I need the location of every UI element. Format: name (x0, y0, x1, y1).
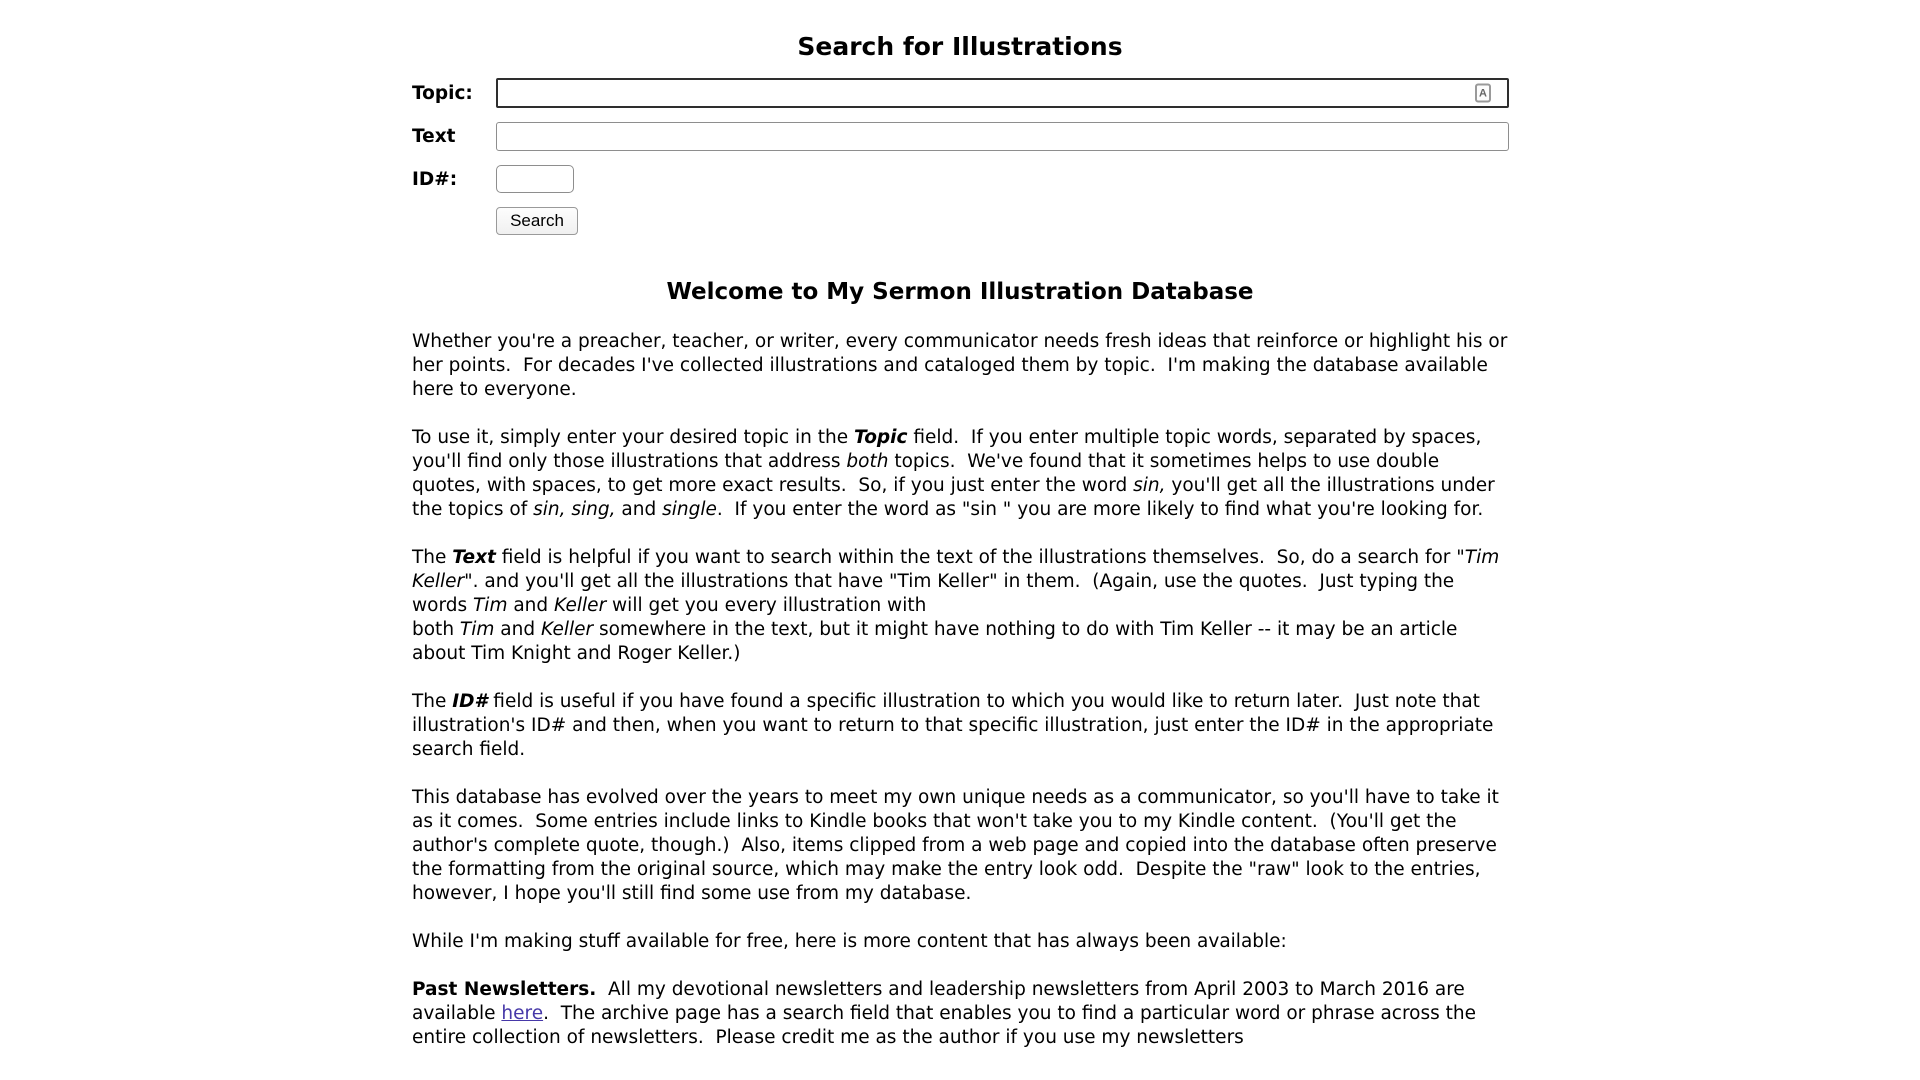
welcome-heading: Welcome to My Sermon Illustration Database (666, 279, 1254, 305)
paragraph-database-notes: This database has evolved over the years to meet my own unique needs as a communicator, so you'll have to take it as it comes. Some entries include links to Kindle books that won't take you to my Kindle content. (You'll get the author's complete quote, though.) Also, items clipped from a web page and copied into the database often preserve the formatting from the original source, which may make the entry look odd. Despite the "raw" look to the entries, however, I hope you'll still find some use from my database. (412, 787, 1505, 904)
page-content (412, 0, 1514, 1050)
paragraph-id-help: The ID# field is useful if you have found a specific illustration to which you would like to return later. Just note that illustration's ID# and then, when you want to return to that specific illustration, just enter the ID# in the appropriate search field. (412, 691, 1500, 760)
here-link[interactable]: here (501, 1003, 544, 1024)
autofill-icon[interactable]: A (1475, 84, 1491, 103)
text-input[interactable] (496, 122, 1509, 151)
text-input-wrap (496, 122, 1509, 151)
welcome-section (412, 278, 1514, 1050)
paragraph-topic-help: To use it, simply enter your desired topic in the Topic field. If you enter multiple topic words, separated by spaces, you'll find only those illustrations that address both topics. We've found that it sometimes helps to use double quotes, with spaces, to get more exact results. So, if you just enter the word sin, you'll get all the illustrations under the topics of sin, sing, and single. If you enter the word as "sin " you are more likely to find what you're looking for. (412, 427, 1501, 520)
topic-input[interactable] (496, 78, 1509, 108)
id-label: ID#: (412, 168, 458, 190)
illustration-search-form (412, 78, 1508, 235)
search-button[interactable]: Search (496, 207, 578, 235)
paragraph-intro: Whether you're a preacher, teacher, or writer, every communicator needs fresh ideas that reinforce or highlight his or her points. For decades I've collected illustrations and cataloged them by topic. I'm making the database available here to everyone. (412, 331, 1514, 400)
page-title: Search for Illustrations (797, 32, 1123, 61)
paragraph-text-help: The Text field is helpful if you want to search within the text of the illustrations themselves. So, do a search for "Tim Keller". and you'll get all the illustrations that have "Tim Keller" in them. (Again, use the quotes. Just typing the words Tim and Keller will get you every illustration with both Tim and Keller somewhere in the text, but it might have nothing to do with Tim Keller -- it may be an article about Tim Knight and Roger Keller.) (412, 547, 1506, 664)
topic-label: Topic: (412, 82, 473, 104)
topic-input-wrap (496, 78, 1509, 108)
id-input[interactable] (496, 165, 574, 193)
text-label: Text (412, 126, 456, 147)
id-input-wrap (496, 165, 1509, 193)
paragraph-more-content: While I'm making stuff available for free, here is more content that has always been available: (412, 931, 1287, 952)
paragraph-past-newsletters: Past Newsletters. All my devotional newsletters and leadership newsletters from April 2003 to March 2016 are available here. The archive page has a search field that enables you to find a particular word or phrase across the entire collection of newsletters. Please credit me as the author if you use my newsletters (412, 979, 1482, 1048)
